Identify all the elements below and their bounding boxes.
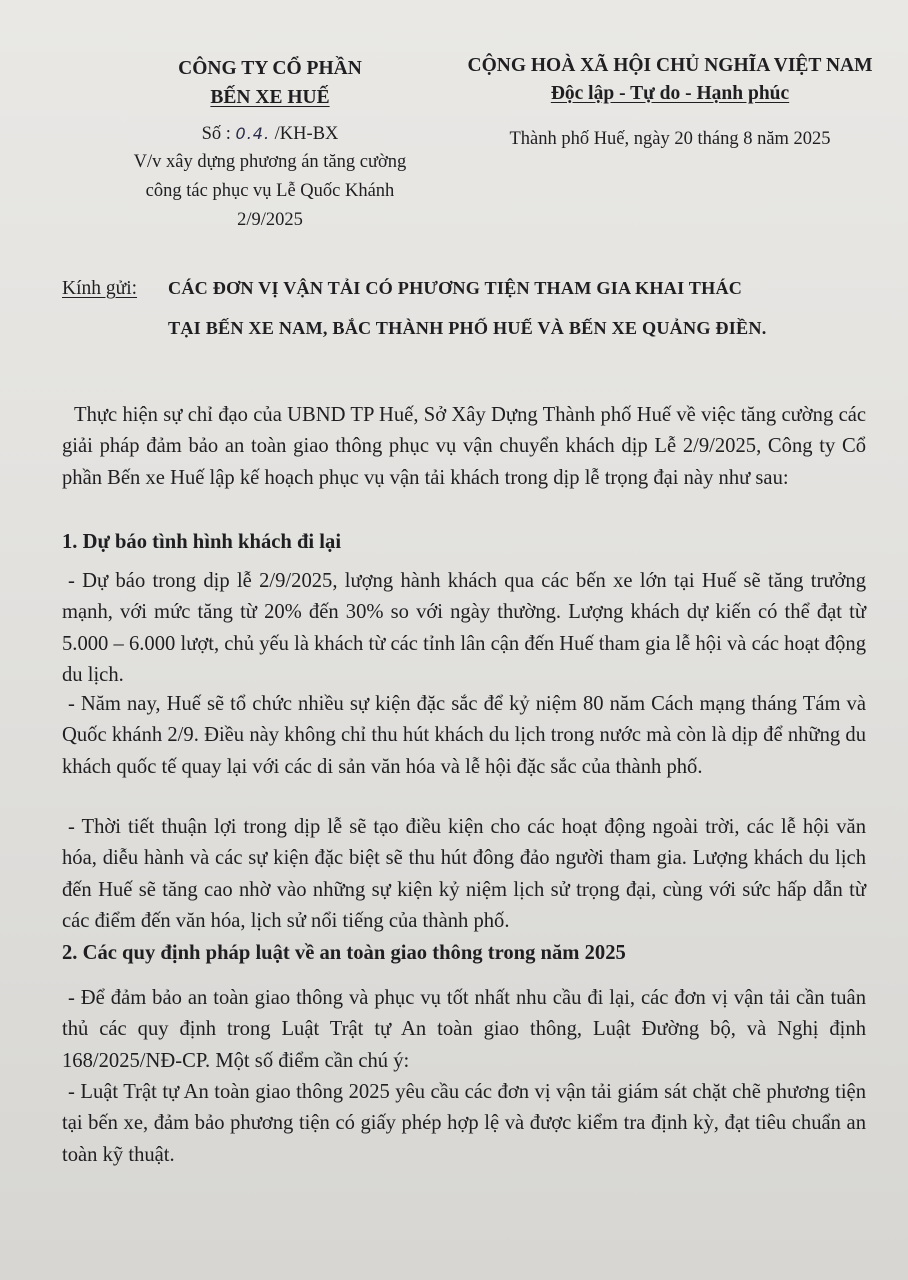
nation-title: CỘNG HOÀ XÃ HỘI CHỦ NGHĨA VIỆT NAM <box>467 55 873 76</box>
section2-heading: 2. Các quy định pháp luật về an toàn giao thông trong năm 2025 <box>62 942 626 964</box>
section1-paragraph3: - Thời tiết thuận lợi trong dịp lễ sẽ tạo điều kiện cho các hoạt động ngoài trời, các lễ hội văn hóa, diễu hành và các sự kiện đặc biệt sẽ thu hút đông đảo người tham gia. Lượng khách du lịch đến Huế sẽ tăng cao nhờ vào những sự kiện kỷ niệm lịch sử trọng đại, cùng với sức hấp dẫn từ các điểm đến văn hóa, lịch sử nổi tiếng của thành phố. <box>62 816 866 932</box>
intro-paragraph: Thực hiện sự chỉ đạo của UBND TP Huế, Sở Xây Dựng Thành phố Huế về việc tăng cường các giải pháp đảm bảo an toàn giao thông phục vụ vận chuyển khách dịp Lễ 2/9/2025, Công ty Cổ phần Bến xe Huế lập kế hoạch phục vụ vận tải khách trong dịp lễ trọng đại này như sau: <box>62 404 866 489</box>
section2-paragraph2: - Luật Trật tự An toàn giao thông 2025 yêu cầu các đơn vị vận tải giám sát chặt chẽ phương tiện tại bến xe, đảm bảo phương tiện có giấy phép hợp lệ và được kiểm tra định kỳ, đạt tiêu chuẩn an toàn kỹ thuật. <box>62 1081 866 1166</box>
recipient-line1: CÁC ĐƠN VỊ VẬN TẢI CÓ PHƯƠNG TIỆN THAM GIA KHAI THÁC <box>168 278 743 298</box>
recipient-label <box>62 278 137 300</box>
company-name-text: BẾN XE HUẾ <box>210 87 330 108</box>
recipient-line2: TẠI BẾN XE NAM, BẮC THÀNH PHỐ HUẾ VÀ BẾN XE QUẢNG ĐIỀN. <box>168 318 767 338</box>
motto-text: Độc lập - Tự do - Hạnh phúc <box>550 83 790 104</box>
subject-line3: 2/9/2025 <box>237 210 303 230</box>
doc-number-handwritten: 0.4. <box>235 124 271 143</box>
doc-number-suffix: /KH-BX <box>274 124 339 144</box>
doc-number-prefix: Số : <box>201 124 231 144</box>
section1-paragraph1: - Dự báo trong dịp lễ 2/9/2025, lượng hành khách qua các bến xe lớn tại Huế sẽ tăng trưởng mạnh, với mức tăng từ 20% đến 30% so với ngày thường. Lượng khách dự kiến có thể đạt từ 5.000 – 6.000 lượt, chủ yếu là khách từ các tỉnh lân cận đến Huế tham gia lễ hội và các hoạt động du lịch. <box>62 570 866 686</box>
section1-paragraph2: - Năm nay, Huế sẽ tổ chức nhiều sự kiện đặc sắc để kỷ niệm 80 năm Cách mạng tháng Tám và Quốc khánh 2/9. Điều này không chỉ thu hút khách du lịch trong nước mà còn là dịp để những du khách quốc tế quay lại với các di sản văn hóa và lễ hội đặc sắc của thành phố. <box>62 693 866 778</box>
motto <box>440 83 900 105</box>
company-name-line2 <box>60 87 480 109</box>
section1-heading: 1. Dự báo tình hình khách đi lại <box>62 531 342 553</box>
place-date: Thành phố Huế, ngày 20 tháng 8 năm 2025 <box>509 129 831 149</box>
section2-paragraph1: - Để đảm bảo an toàn giao thông và phục vụ tốt nhất nhu cầu đi lại, các đơn vị vận tải cần tuân thủ các quy định trong Luật Trật tự An toàn giao thông, Luật Đường bộ, và Nghị định 168/2025/NĐ-CP. Một số điểm cần chú ý: <box>62 987 866 1072</box>
subject-line2: công tác phục vụ Lễ Quốc Khánh <box>145 181 395 201</box>
recipient-label-text: Kính gửi: <box>62 278 138 299</box>
company-name-line1: CÔNG TY CỔ PHẦN <box>178 58 362 79</box>
subject-line1: V/v xây dựng phương án tăng cường <box>133 152 407 172</box>
document-number <box>60 124 480 145</box>
